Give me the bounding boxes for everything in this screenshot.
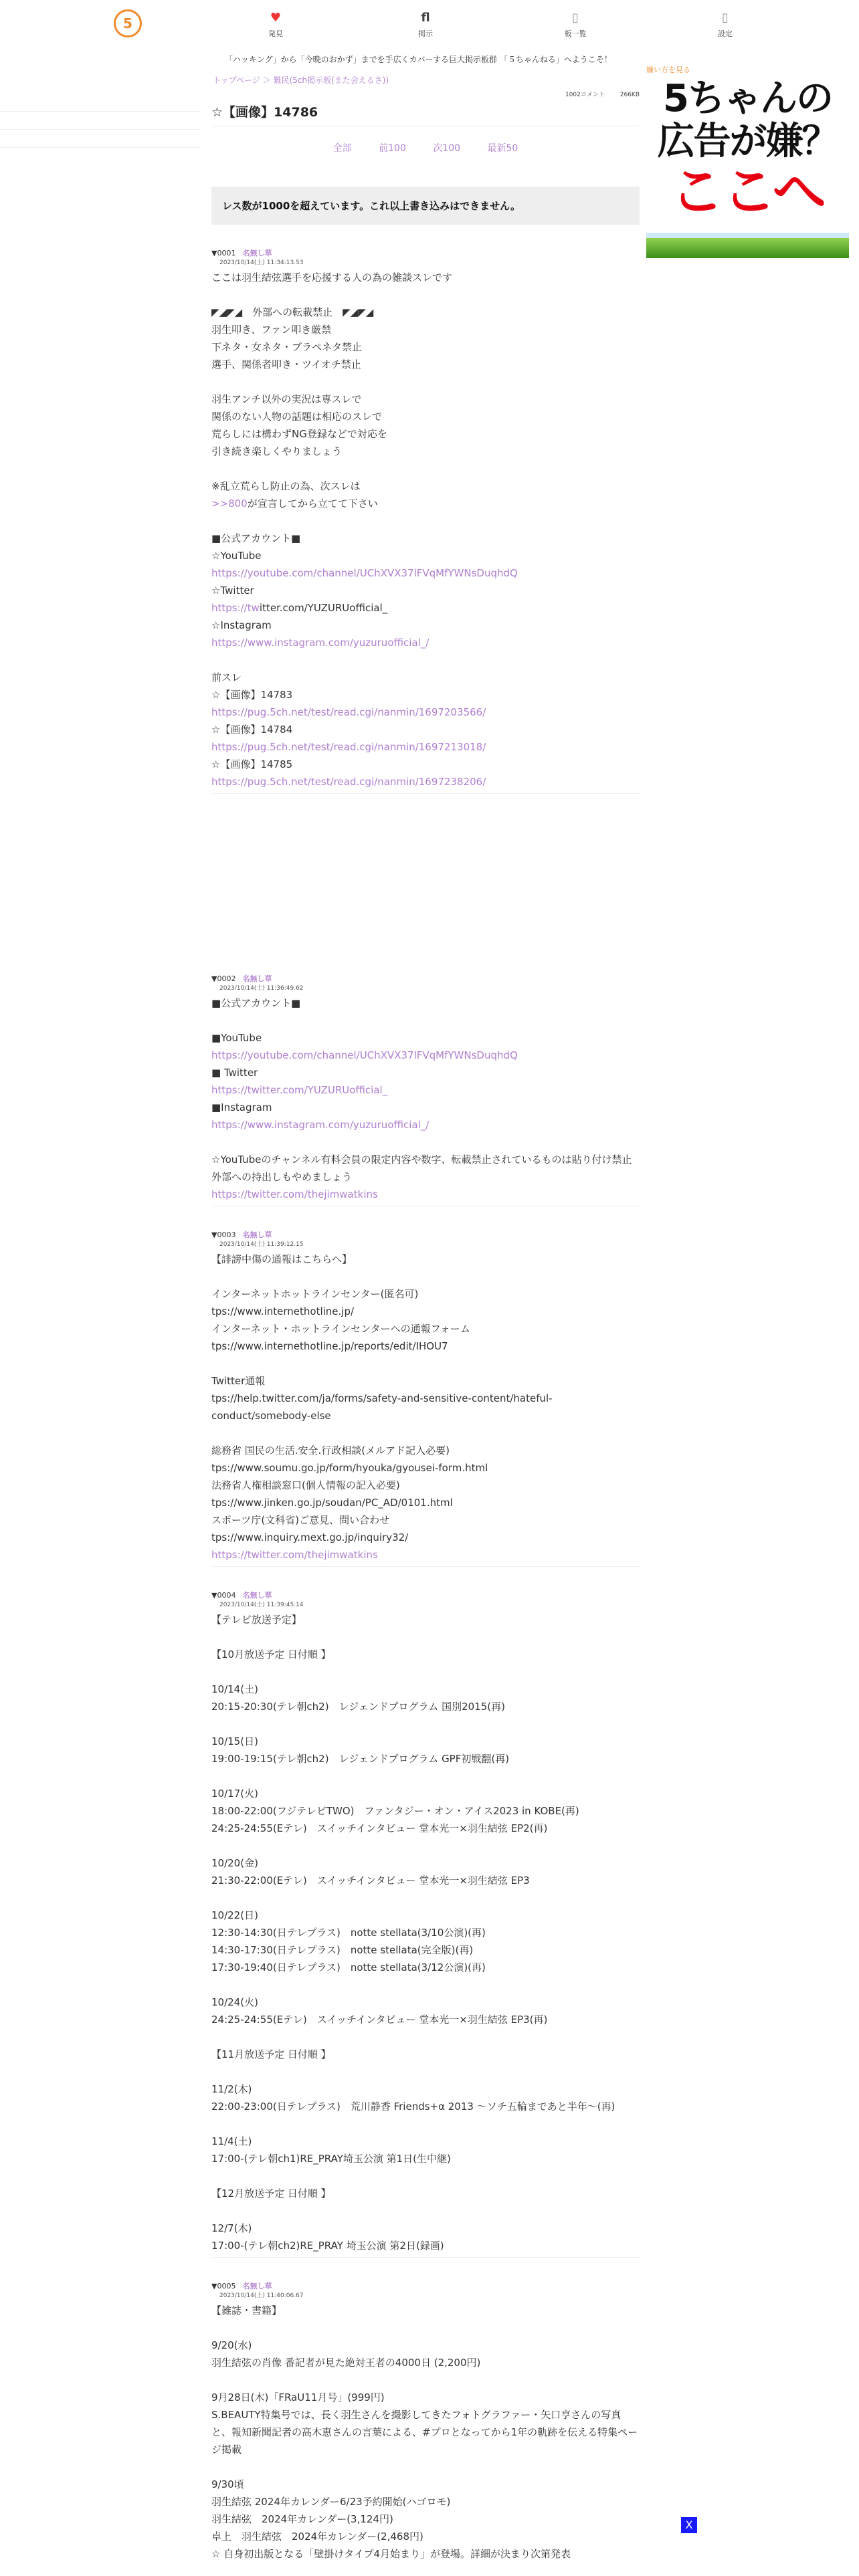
post-text: 21:30-22:00(Eテレ) スイッチインタビュー 堂本光一×羽生結弦 EP3	[211, 1874, 530, 1887]
post-line	[211, 1889, 640, 1907]
post-body	[211, 1251, 640, 1564]
post-line	[211, 1733, 640, 1750]
post-line	[211, 599, 640, 617]
post-line	[211, 1529, 640, 1546]
poster-name: 名無し草	[242, 249, 272, 257]
post-link[interactable]: https://www.instagram.com/yuzuruofficial_/	[211, 1119, 430, 1131]
post-line	[211, 1168, 640, 1186]
post-text: ☆Instagram	[211, 619, 272, 631]
post-line	[211, 1767, 640, 1785]
post-text: ☆ 自身初出版となる「壁掛けタイプ4月始まり」が登場。詳細が決まり次第発表	[211, 2548, 571, 2560]
post-text: 卓上 羽生結弦 2024年カレンダー(2,468円)	[211, 2531, 423, 2543]
post-text: 前スレ	[211, 671, 242, 683]
post-line	[211, 686, 640, 704]
post-link[interactable]: https://tw	[211, 602, 260, 614]
post-text: 20:15-20:30(テレ朝ch2) レジェンドプログラム 国別2015(再)	[211, 1701, 505, 1713]
post-line	[211, 2063, 640, 2080]
post-text: ■YouTube	[211, 1032, 262, 1044]
post-body	[211, 2302, 640, 2563]
post-text: 17:00-(テレ朝ch1)RE_PRAY埼玉公演 第1日(生中継)	[211, 2153, 451, 2165]
post-text: 【12月放送予定 日付順 】	[211, 2187, 331, 2199]
post-line	[211, 2406, 640, 2458]
post-line	[211, 651, 640, 669]
post-line	[211, 2150, 640, 2167]
post-line	[211, 2371, 640, 2389]
post-line	[211, 1268, 640, 1285]
post-text: 羽生叩き、ファン叩き厳禁	[211, 324, 332, 336]
post-line	[211, 1081, 640, 1099]
post-line	[211, 2354, 640, 2371]
post-text: 12:30-14:30(日テレプラス) notte stellata(3/10公演)(再)	[211, 1927, 486, 1939]
post-line	[211, 1029, 640, 1047]
post-number[interactable]: ▼0004	[211, 1591, 236, 1600]
post-text: が宣言してから立てて下さい	[247, 498, 378, 510]
post-text: tps://help.twitter.com/ja/forms/safety-and-sensitive-content/hateful-conduct/somebody-else	[211, 1392, 553, 1422]
limit-warning: レス数が1000を超えています。これ以上書き込みはできません。	[211, 187, 640, 225]
post-text: ■公式アカウント■	[211, 532, 301, 544]
post-line	[211, 391, 640, 408]
poster-name: 名無し草	[242, 974, 272, 983]
post-line	[211, 1134, 640, 1151]
post-text: tps://www.internethotline.jp/	[211, 1305, 355, 1317]
post-text: 19:00-19:15(テレ朝ch2) レジェンドプログラム GPF初戦翻(再)	[211, 1753, 510, 1765]
post-divider	[211, 1566, 640, 1567]
post-body	[211, 994, 640, 1203]
post-line	[211, 1251, 640, 1268]
post-text: 羽生結弦 2024年カレンダー6/23予約開始(ハゴロモ)	[211, 2496, 451, 2508]
post-line	[211, 373, 640, 391]
post-line	[211, 495, 640, 512]
post-line	[211, 1337, 640, 1355]
nav-discover[interactable]	[249, 11, 302, 39]
post-text: ☆【画像】14785	[211, 758, 293, 770]
post-text: tps://www.inquiry.mext.go.jp/inquiry32/	[211, 1531, 409, 1543]
post-link[interactable]: >>800	[211, 498, 248, 510]
post-text: 【10月放送予定 日付順 】	[211, 1648, 331, 1660]
post-text: 引き続き楽しくやりましょう	[211, 445, 343, 457]
post-number[interactable]: ▼0005	[211, 2282, 236, 2290]
post-number[interactable]: ▼0002	[211, 974, 236, 983]
post-line	[211, 1012, 640, 1029]
post-text: 10/22(日)	[211, 1909, 258, 1921]
post-header	[211, 2282, 640, 2291]
poster-name: 名無し草	[242, 2282, 272, 2290]
post-line	[211, 2011, 640, 2028]
ad-label[interactable]: 嫌い方を見る	[646, 66, 690, 74]
post-date: 2023/10/14(土) 11:40:06.67	[219, 2292, 304, 2299]
nav-board-label: 掲示	[418, 29, 433, 38]
pager-next-100[interactable]: 次100	[433, 143, 461, 154]
post-line	[211, 1477, 640, 1494]
board-icon: fl	[421, 11, 430, 25]
post-text: 下ネタ・女ネタ・ブラペネタ禁止	[211, 341, 363, 353]
right-ad-column	[646, 64, 849, 258]
nav-settings-label: 設定	[718, 29, 733, 38]
nav-board-list[interactable]	[549, 11, 602, 39]
post-line	[211, 2115, 640, 2133]
post-line	[211, 2220, 640, 2237]
post-text: 外部への持出しもやめましょう	[211, 1171, 353, 1183]
post-header	[211, 974, 640, 984]
post-line	[211, 1854, 640, 1872]
post-line	[211, 1785, 640, 1802]
post-text: 羽生結弦の肖像 番記者が見た絶対王者の4000日 (2,200円)	[211, 2357, 481, 2369]
post-line	[211, 721, 640, 738]
post-line	[211, 1959, 640, 1976]
site-logo[interactable]: 5	[114, 9, 142, 37]
ad-line-3: ここへ	[670, 160, 825, 223]
post-divider	[211, 2257, 640, 2258]
post-text: 法務省人権相談窓口(個人情報の記入必要)	[211, 1479, 400, 1491]
post-text: 10/20(金)	[211, 1857, 258, 1869]
post	[211, 249, 640, 790]
post-text: ☆【画像】14783	[211, 689, 293, 701]
post-text: 10/15(日)	[211, 1735, 258, 1747]
post-link[interactable]: https://twitter.com/thejimwatkins	[211, 1188, 378, 1200]
list-icon: ▯	[572, 11, 579, 25]
post-line	[211, 1285, 640, 1303]
post-text: 10/24(火)	[211, 1996, 258, 2008]
post-line	[211, 286, 640, 304]
post-body	[211, 1611, 640, 2254]
post-line	[211, 2510, 640, 2528]
pager-prev-100[interactable]: 前100	[379, 143, 406, 154]
post-text: Twitter通報	[211, 1375, 266, 1387]
post-text: 24:25-24:55(Eテレ) スイッチインタビュー 堂本光一×羽生結弦 EP3(再)	[211, 2014, 548, 2026]
post-line	[211, 1459, 640, 1477]
post-line	[211, 2080, 640, 2098]
post-text: 9月28日(木)「FRaU11月号」(999円)	[211, 2391, 385, 2403]
post-line	[211, 338, 640, 356]
pager-all[interactable]: 全部	[332, 143, 352, 154]
nav-discover-label: 発見	[268, 29, 283, 38]
post-text: 12/7(木)	[211, 2222, 252, 2234]
post	[211, 974, 640, 1203]
post-text: ☆YouTubeのチャンネル有料会員の限定内容や数字、転載禁止されているものは貼り付け禁止	[211, 1154, 632, 1166]
post-line	[211, 1663, 640, 1681]
post-text: ☆Twitter	[211, 584, 254, 597]
post-line	[211, 738, 640, 756]
post-line	[211, 564, 640, 582]
post-text: 10/14(土)	[211, 1683, 258, 1695]
post-text: スポーツ庁(文科省)ご意見、問い合わせ	[211, 1514, 390, 1526]
post	[211, 1230, 640, 1564]
thread-meta	[211, 90, 640, 98]
nav-board-list-label: 板一覧	[564, 29, 587, 38]
post-line	[211, 1941, 640, 1959]
post-date: 2023/10/14(土) 11:36:49.62	[219, 985, 304, 992]
post-text: 【誹謗中傷の通報はこちらへ】	[211, 1253, 353, 1265]
post-line	[211, 1611, 640, 1628]
post-header	[211, 1230, 640, 1240]
post-line	[211, 1186, 640, 1203]
post-text: 17:00-(テレ朝ch2)RE_PRAY 埼玉公演 第2日(録画)	[211, 2240, 444, 2252]
post-text: 24:25-24:55(Eテレ) スイッチインタビュー 堂本光一×羽生結弦 EP2(再)	[211, 1822, 548, 1834]
post-line	[211, 269, 640, 286]
ad-banner[interactable]	[646, 78, 849, 258]
post-line	[211, 1099, 640, 1116]
post-line	[211, 304, 640, 321]
post-text: 羽生結弦 2024年カレンダー(3,124円)	[211, 2513, 393, 2525]
post-link[interactable]: https://pug.5ch.net/test/read.cgi/nanmin/1697238206/	[211, 776, 486, 788]
post-line	[211, 1698, 640, 1715]
ad-line-2: 広告が嫌？	[657, 120, 838, 163]
post-line	[211, 2319, 640, 2337]
pager	[211, 141, 640, 154]
poster-name: 名無し草	[242, 1230, 272, 1239]
post-line	[211, 1628, 640, 1646]
post-line	[211, 2476, 640, 2493]
post-text: 選手、関係者叩き・ツイオチ禁止	[211, 358, 361, 370]
thread-size: 266KB	[619, 92, 640, 98]
post-number[interactable]: ▼0003	[211, 1230, 236, 1239]
post-text: 【雑誌・書籍】	[211, 2304, 282, 2317]
nav-board[interactable]	[399, 11, 452, 39]
post-text: インターネットホットラインセンター(匿名可)	[211, 1288, 419, 1300]
post-line	[211, 530, 640, 547]
post-line	[211, 1820, 640, 1837]
ad-grass	[646, 238, 849, 258]
post-line	[211, 408, 640, 425]
post-text: 18:00-22:00(フジテレビTWO) ファンタジー・オン・アイス2023 in KOBE(再)	[211, 1805, 579, 1817]
post-text: 羽生アンチ以外の実況は専スレで	[211, 393, 362, 405]
post-line	[211, 1442, 640, 1459]
post-line	[211, 460, 640, 477]
gear-icon: ▯	[722, 11, 729, 25]
post-line	[211, 1646, 640, 1663]
post-line	[211, 2545, 640, 2563]
post-line	[211, 356, 640, 373]
post-line	[211, 1494, 640, 1511]
post-text: tps://www.internethotline.jp/reports/edit/IHOU7	[211, 1340, 448, 1352]
post-list	[211, 249, 640, 2563]
post-line	[211, 2028, 640, 2046]
post-line	[211, 2046, 640, 2063]
post-line	[211, 617, 640, 634]
post-line	[211, 2389, 640, 2406]
post-line	[211, 1116, 640, 1134]
post-line	[211, 1151, 640, 1168]
post-text: tps://www.soumu.go.jp/form/hyouka/gyousei-form.html	[211, 1462, 488, 1474]
post-text: S.BEAUTY特集号では、長く羽生さんを撮影してきたフォトグラファー・矢口亨さんの写真と、報知新聞記者の高木恵さんの言葉による、#プロとなってから1年の軌跡を伝える特集ページ掲載	[211, 2409, 638, 2456]
poster-name: 名無し草	[242, 1591, 272, 1600]
heart-icon: ♥	[270, 11, 282, 25]
post-line	[211, 1681, 640, 1698]
post-line	[211, 582, 640, 599]
post-number[interactable]: ▼0001	[211, 249, 236, 257]
post-text: 11/4(土)	[211, 2135, 252, 2147]
post-line	[211, 2337, 640, 2354]
post-text: 9/20(水)	[211, 2339, 252, 2351]
post-text: インターネット・ホットラインセンターへの通報フォーム	[211, 1323, 470, 1335]
post-line	[211, 1390, 640, 1424]
post-line	[211, 994, 640, 1012]
post-header	[211, 1591, 640, 1600]
post-line	[211, 1837, 640, 1854]
comment-count: 1002コメント	[565, 92, 605, 98]
post-line	[211, 773, 640, 790]
post-text: ☆【画像】14784	[211, 724, 293, 736]
post-line	[211, 1994, 640, 2011]
post-text: 22:00-23:00(日テレプラス) 荒川静香 Friends+α 2013 ～ソチ五輪まであと半年～(再)	[211, 2101, 615, 2113]
post-date: 2023/10/14(土) 11:34:13.53	[219, 259, 304, 266]
post-line	[211, 425, 640, 443]
post-line	[211, 1047, 640, 1064]
nav-settings[interactable]	[698, 11, 752, 39]
post-line	[211, 1976, 640, 1994]
close-button[interactable]: X	[681, 2517, 697, 2533]
post-text: 【テレビ放送予定】	[211, 1614, 302, 1626]
post-line	[211, 634, 640, 651]
post-text: 総務省 国民の生活.安全.行政相談(メルアド記入必要)	[211, 1444, 450, 1457]
post-line	[211, 321, 640, 338]
post-line	[211, 1064, 640, 1081]
post-line	[211, 2202, 640, 2220]
post-text: 【11月放送予定 日付順 】	[211, 2048, 331, 2060]
post-link[interactable]: https://youtube.com/channel/UChXVX37lFVqMfYWNsDuqhdQ	[211, 1049, 518, 1061]
top-navigation	[0, 0, 859, 49]
post-line	[211, 547, 640, 564]
post-header	[211, 249, 640, 258]
post-text: tps://www.jinken.go.jp/soudan/PC_AD/0101.html	[211, 1497, 453, 1509]
post-text: itter.com/YUZURUofficial_	[259, 602, 388, 614]
post-line	[211, 704, 640, 721]
post-line	[211, 1872, 640, 1889]
breadcrumb[interactable]: トップページ ＞ 難民(5ch掲示板(また会えるさ))	[213, 76, 389, 85]
post-text: 17:30-19:40(日テレプラス) notte stellata(3/12公演)(再)	[211, 1961, 486, 1973]
left-sidebar	[0, 94, 201, 148]
post-line	[211, 2302, 640, 2319]
post-link[interactable]: https://www.instagram.com/yuzuruofficial_/	[211, 637, 430, 649]
post-body	[211, 269, 640, 790]
post-line	[211, 443, 640, 460]
post-line	[211, 2528, 640, 2545]
post-date: 2023/10/14(土) 11:39:45.14	[219, 1602, 304, 1608]
ad-line-1: 5ちゃんの	[663, 78, 832, 120]
post-line	[211, 1802, 640, 1820]
post-link[interactable]: https://pug.5ch.net/test/read.cgi/nanmin/1697213018/	[211, 741, 486, 753]
post-text: ◤◢◤◢ 外部への転載禁止 ◤◢◤◢	[211, 306, 374, 318]
post-text: 10/17(火)	[211, 1788, 258, 1800]
post-text: 関係のない人物の話題は相応のスレで	[211, 411, 383, 423]
thread-title: ☆【画像】14786	[211, 102, 640, 126]
post-line	[211, 669, 640, 686]
post-date: 2023/10/14(土) 11:39:12.15	[219, 1241, 304, 1248]
post-text: 9/30頃	[211, 2478, 244, 2490]
post	[211, 2282, 640, 2563]
post-line	[211, 2493, 640, 2510]
post-link[interactable]: https://youtube.com/channel/UChXVX37lFVqMfYWNsDuqhdQ	[211, 567, 518, 579]
ad-space	[211, 793, 640, 974]
post-line	[211, 1355, 640, 1372]
post	[211, 1591, 640, 2254]
sidebar-row	[0, 94, 201, 112]
post-text: 11/2(木)	[211, 2083, 252, 2095]
sidebar-row	[0, 130, 201, 148]
post-link[interactable]: https://twitter.com/YUZURUofficial_	[211, 1084, 388, 1096]
post-line	[211, 756, 640, 773]
post-line	[211, 2458, 640, 2476]
post-line	[211, 2167, 640, 2185]
post-line	[211, 2237, 640, 2254]
post-line	[211, 1715, 640, 1733]
post-line	[211, 2098, 640, 2115]
post-text: ここは羽生結弦選手を応援する人の為の雑談スレです	[211, 272, 453, 284]
post-line	[211, 1303, 640, 1320]
sidebar-row	[0, 112, 201, 130]
post-text: 荒らしには構わずNG登録などで対応を	[211, 428, 387, 440]
post-line	[211, 2185, 640, 2202]
post-text: 14:30-17:30(日テレプラス) notte stellata(完全版)(再)	[211, 1944, 474, 1956]
post-text: ■ Twitter	[211, 1067, 258, 1079]
post-line	[211, 1750, 640, 1767]
post-text: ■公式アカウント■	[211, 997, 301, 1009]
post-line	[211, 1511, 640, 1529]
post-line	[211, 1546, 640, 1564]
post-line	[211, 477, 640, 495]
post-text: ※乱立荒らし防止の為、次スレは	[211, 480, 361, 492]
post-line	[211, 1907, 640, 1924]
post-line	[211, 1372, 640, 1390]
welcome-marquee: 「ハッキング」から「今晩のおかず」までを手広くカバーする巨大掲示板群 「５ちゃんねる」へようこそ！	[225, 55, 612, 64]
post-line	[211, 1924, 640, 1941]
post-text: ☆YouTube	[211, 550, 262, 562]
post-text: ■Instagram	[211, 1101, 272, 1113]
pager-latest-50[interactable]: 最新50	[487, 143, 518, 154]
post-line	[211, 512, 640, 530]
post-line	[211, 1320, 640, 1337]
post-link[interactable]: https://twitter.com/thejimwatkins	[211, 1549, 378, 1561]
main-content	[211, 53, 640, 2563]
post-line	[211, 1424, 640, 1442]
post-link[interactable]: https://pug.5ch.net/test/read.cgi/nanmin/1697203566/	[211, 706, 486, 718]
post-line	[211, 2133, 640, 2150]
